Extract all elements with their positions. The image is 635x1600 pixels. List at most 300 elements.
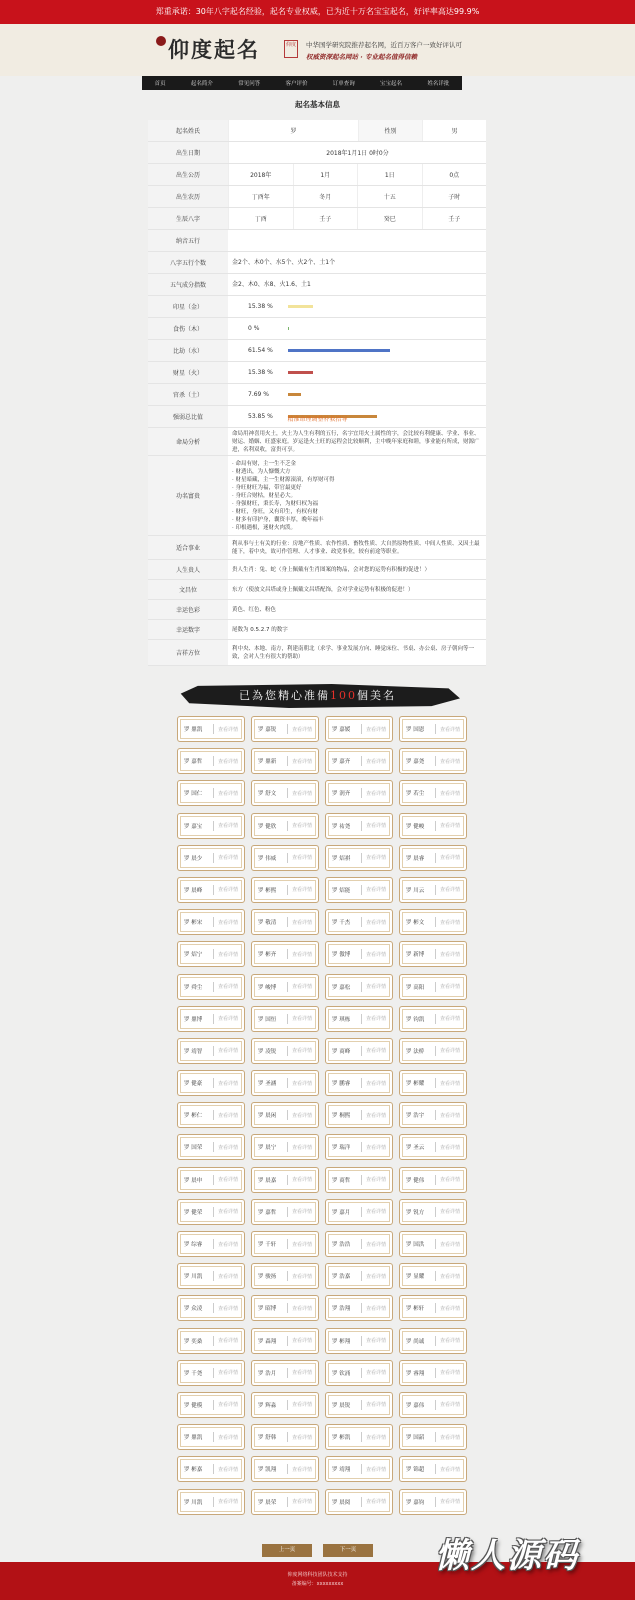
view-detail-link[interactable]: 查看详情 bbox=[366, 1144, 387, 1151]
view-detail-link[interactable]: 查看详情 bbox=[292, 1080, 313, 1087]
row-label: 功名富贵 bbox=[148, 456, 228, 535]
name-card[interactable] bbox=[325, 716, 393, 742]
name-card[interactable] bbox=[399, 1167, 467, 1193]
logo-mark-icon bbox=[156, 36, 166, 46]
name-card[interactable] bbox=[177, 1134, 245, 1160]
name-card[interactable] bbox=[251, 1295, 319, 1321]
view-detail-link[interactable]: 查看详情 bbox=[366, 1048, 387, 1055]
view-detail-link[interactable]: 查看详情 bbox=[218, 984, 239, 990]
name-text: 罗 瑞洋 bbox=[332, 1145, 351, 1152]
name-card[interactable] bbox=[251, 748, 319, 774]
name-card[interactable] bbox=[399, 780, 467, 806]
view-detail-link[interactable]: 查看详情 bbox=[218, 1177, 239, 1184]
promise-banner bbox=[0, 0, 635, 24]
name-card[interactable] bbox=[399, 813, 467, 839]
nav-home[interactable]: 首页 bbox=[154, 81, 166, 87]
score-bar bbox=[288, 393, 301, 396]
row-label: 幸运色彩 bbox=[148, 600, 228, 619]
name-card[interactable] bbox=[251, 909, 319, 935]
view-detail-link[interactable]: 查看详情 bbox=[292, 1048, 313, 1055]
view-detail-link[interactable]: 查看详情 bbox=[218, 823, 239, 830]
view-detail-link[interactable]: 查看详情 bbox=[440, 1016, 461, 1023]
view-detail-link[interactable]: 查看详情 bbox=[218, 1499, 239, 1505]
name-card[interactable] bbox=[251, 1102, 319, 1128]
view-detail-link[interactable]: 查看详情 bbox=[218, 855, 239, 862]
name-card[interactable] bbox=[251, 1328, 319, 1354]
name-card[interactable] bbox=[325, 1328, 393, 1354]
score-percent: 15.38 % bbox=[248, 303, 273, 310]
view-detail-link[interactable]: 查看详情 bbox=[440, 855, 461, 862]
name-text: 罗 鼎新 bbox=[258, 759, 277, 766]
view-detail-link[interactable]: 查看详情 bbox=[440, 984, 461, 990]
view-detail-link[interactable]: 查看详情 bbox=[440, 1177, 461, 1184]
name-text: 罗 圣云 bbox=[406, 1145, 425, 1152]
name-card[interactable] bbox=[177, 974, 245, 1000]
name-card[interactable] bbox=[177, 1392, 245, 1418]
view-detail-link[interactable]: 查看详情 bbox=[366, 951, 387, 958]
name-card[interactable] bbox=[399, 1392, 467, 1418]
page-title: 起名基本信息 bbox=[295, 100, 340, 109]
view-detail-link[interactable]: 查看详情 bbox=[366, 887, 387, 894]
name-card[interactable] bbox=[399, 877, 467, 903]
view-detail-link[interactable]: 查看详情 bbox=[292, 1241, 313, 1248]
table-cell: 癸巳 bbox=[357, 208, 422, 229]
view-detail-link[interactable]: 查看详情 bbox=[366, 1016, 387, 1023]
view-detail-link[interactable]: 查看详情 bbox=[292, 1273, 313, 1280]
name-card[interactable] bbox=[325, 1360, 393, 1386]
view-detail-link[interactable]: 查看详情 bbox=[440, 951, 461, 958]
view-detail-link[interactable]: 查看详情 bbox=[218, 1305, 239, 1312]
name-text: 罗 鼎博 bbox=[184, 1016, 203, 1023]
table-row bbox=[148, 120, 486, 142]
row-label: 五气成分指数 bbox=[148, 274, 228, 295]
view-detail-link[interactable]: 查看详情 bbox=[366, 1273, 387, 1280]
name-card[interactable] bbox=[251, 974, 319, 1000]
view-detail-link[interactable]: 查看详情 bbox=[218, 1112, 239, 1119]
table-row bbox=[148, 600, 486, 620]
name-card[interactable] bbox=[399, 1070, 467, 1096]
name-text: 罗 晨阅 bbox=[332, 1499, 351, 1506]
name-card[interactable] bbox=[325, 941, 393, 967]
name-card[interactable] bbox=[177, 748, 245, 774]
nav-faq[interactable]: 常见问答 bbox=[238, 81, 261, 87]
name-text: 罗 锦超 bbox=[406, 1467, 425, 1474]
view-detail-link[interactable]: 查看详情 bbox=[366, 1241, 387, 1248]
name-card[interactable] bbox=[177, 1102, 245, 1128]
name-card[interactable] bbox=[177, 1489, 245, 1515]
fugui-item: · 财星暗藏，主一生财源滚滚，有厚财可得 bbox=[232, 476, 335, 483]
advice-caption: 精准命理调整补救指导 bbox=[287, 416, 348, 423]
table-row bbox=[148, 536, 486, 560]
view-detail-link[interactable]: 查看详情 bbox=[366, 1466, 387, 1473]
view-detail-link[interactable]: 查看详情 bbox=[366, 1338, 387, 1345]
promise-text: 郑重承诺：30年八字起名经验，起名专业权威，已为近十万名宝宝起名，好评率高达99.9% bbox=[155, 7, 480, 16]
name-card[interactable] bbox=[399, 974, 467, 1000]
name-card[interactable] bbox=[325, 974, 393, 1000]
view-detail-link[interactable]: 查看详情 bbox=[440, 1305, 461, 1312]
name-text: 罗 嘉锐 bbox=[258, 727, 277, 733]
next-page-button[interactable]: 下一页 bbox=[323, 1544, 373, 1557]
name-text: 罗 晨荣 bbox=[258, 1499, 277, 1506]
name-card[interactable] bbox=[177, 813, 245, 839]
view-detail-link[interactable]: 查看详情 bbox=[366, 1209, 387, 1216]
name-text: 罗 晨嘉 bbox=[258, 1177, 277, 1184]
fugui-list bbox=[228, 458, 486, 534]
view-detail-link[interactable]: 查看详情 bbox=[440, 726, 461, 733]
name-text: 罗 鼎凯 bbox=[184, 727, 203, 733]
name-card[interactable] bbox=[325, 877, 393, 903]
name-card[interactable] bbox=[399, 941, 467, 967]
name-text: 罗 嘉松 bbox=[332, 984, 351, 991]
name-card[interactable] bbox=[399, 1456, 467, 1482]
name-card[interactable] bbox=[399, 1102, 467, 1128]
view-detail-link[interactable]: 查看详情 bbox=[292, 758, 313, 765]
view-detail-link[interactable]: 查看详情 bbox=[292, 1370, 313, 1377]
view-detail-link[interactable]: 查看详情 bbox=[440, 1209, 461, 1216]
site-logo[interactable]: 仰度起名 bbox=[168, 37, 260, 62]
table-cell: 2018年 bbox=[228, 164, 293, 185]
name-text: 罗 钧凯 bbox=[406, 1016, 425, 1023]
name-text: 罗 浩翔 bbox=[332, 1306, 351, 1313]
view-detail-link[interactable]: 查看详情 bbox=[218, 1273, 239, 1280]
lucky-color: 黄色、红色、粉色 bbox=[232, 606, 277, 613]
name-text: 罗 嘉媛 bbox=[332, 727, 351, 733]
view-detail-link[interactable]: 查看详情 bbox=[440, 1370, 461, 1377]
view-detail-link[interactable]: 查看详情 bbox=[366, 1499, 387, 1505]
surname-value: 罗 bbox=[228, 120, 358, 141]
view-detail-link[interactable]: 查看详情 bbox=[366, 1434, 387, 1441]
name-card[interactable] bbox=[325, 1070, 393, 1096]
view-detail-link[interactable]: 查看详情 bbox=[292, 1402, 313, 1409]
view-detail-link[interactable]: 查看详情 bbox=[440, 758, 461, 765]
view-detail-link[interactable]: 查看详情 bbox=[440, 919, 461, 926]
name-card[interactable] bbox=[177, 1328, 245, 1354]
view-detail-link[interactable]: 查看详情 bbox=[218, 1402, 239, 1409]
name-card[interactable] bbox=[325, 780, 393, 806]
nav-baby-naming[interactable]: 宝宝起名 bbox=[380, 81, 403, 87]
table-row bbox=[148, 230, 486, 252]
view-detail-link[interactable]: 查看详情 bbox=[440, 1434, 461, 1441]
name-card[interactable] bbox=[325, 1392, 393, 1418]
score-bar-track bbox=[288, 384, 486, 405]
name-card[interactable] bbox=[325, 1167, 393, 1193]
name-card[interactable] bbox=[399, 1006, 467, 1032]
name-text: 罗 傲博 bbox=[332, 952, 351, 959]
guiren-text: 贵人生肖：兔、蛇（身上佩戴有生肖图案的物品，会对您的运势有积极的促进！） bbox=[232, 566, 431, 573]
view-detail-link[interactable]: 查看详情 bbox=[440, 1499, 461, 1505]
table-cell: 0点 bbox=[422, 164, 487, 185]
name-card[interactable] bbox=[399, 1263, 467, 1289]
name-card[interactable] bbox=[325, 1231, 393, 1257]
gender-value: 男 bbox=[422, 120, 486, 141]
nav-name-analysis[interactable]: 姓名详批 bbox=[427, 81, 450, 87]
view-detail-link[interactable]: 查看详情 bbox=[218, 951, 239, 958]
view-detail-link[interactable]: 查看详情 bbox=[218, 1144, 239, 1151]
name-card[interactable] bbox=[251, 1392, 319, 1418]
name-text: 罗 鼎凯 bbox=[184, 1435, 203, 1442]
view-detail-link[interactable]: 查看详情 bbox=[292, 951, 313, 958]
table-row bbox=[148, 252, 486, 274]
name-card[interactable] bbox=[325, 845, 393, 871]
name-card[interactable] bbox=[325, 748, 393, 774]
career-text: 利从事与土有关的行业：房地产性质、农作性质、畜牧性质、大自然原物性质、中间人性质、又因土最能下，着中央，故可作管理、人才事业、政党事业，较有前途等职业。 bbox=[232, 540, 480, 555]
name-card[interactable] bbox=[251, 1070, 319, 1096]
name-card[interactable] bbox=[325, 1006, 393, 1032]
name-text: 罗 彬耀 bbox=[406, 1081, 425, 1088]
nav-orders[interactable]: 订单查询 bbox=[332, 81, 355, 87]
name-text: 罗 国仁 bbox=[184, 791, 203, 798]
name-card[interactable] bbox=[325, 909, 393, 935]
view-detail-link[interactable]: 查看详情 bbox=[292, 726, 313, 733]
view-detail-link[interactable]: 查看详情 bbox=[366, 726, 387, 733]
view-detail-link[interactable]: 查看详情 bbox=[292, 790, 313, 797]
score-row bbox=[148, 362, 486, 384]
name-text: 罗 琪栋 bbox=[332, 1016, 351, 1023]
score-percent: 15.38 % bbox=[248, 369, 273, 376]
view-detail-link[interactable]: 查看详情 bbox=[292, 1499, 313, 1505]
name-card[interactable] bbox=[399, 716, 467, 742]
view-detail-link[interactable]: 查看详情 bbox=[440, 823, 461, 830]
view-detail-link[interactable]: 查看详情 bbox=[366, 919, 387, 926]
view-detail-link[interactable]: 查看详情 bbox=[218, 887, 239, 894]
table-row bbox=[148, 142, 486, 164]
name-card[interactable] bbox=[251, 1167, 319, 1193]
view-detail-link[interactable]: 查看详情 bbox=[366, 790, 387, 797]
view-detail-link[interactable]: 查看详情 bbox=[218, 919, 239, 926]
banner-count: 100 bbox=[330, 689, 357, 702]
table-cell: 十五 bbox=[357, 186, 422, 207]
name-text: 罗 伟威 bbox=[258, 855, 277, 862]
name-text: 罗 炤祺 bbox=[332, 855, 351, 862]
name-text: 罗 舒韩 bbox=[258, 1435, 277, 1442]
name-card[interactable] bbox=[399, 748, 467, 774]
row-label: 比劫（水） bbox=[148, 340, 228, 361]
name-card[interactable] bbox=[325, 1263, 393, 1289]
wuxing-count: 金2个、木0个、水5个、火2个、土1个 bbox=[232, 258, 336, 266]
view-detail-link[interactable]: 查看详情 bbox=[440, 1466, 461, 1473]
name-card[interactable] bbox=[251, 1006, 319, 1032]
view-detail-link[interactable]: 查看详情 bbox=[440, 1402, 461, 1409]
view-detail-link[interactable]: 查看详情 bbox=[366, 984, 387, 990]
name-text: 罗 嘉尧 bbox=[406, 759, 425, 766]
name-card[interactable] bbox=[325, 1295, 393, 1321]
name-card[interactable] bbox=[399, 1231, 467, 1257]
view-detail-link[interactable]: 查看详情 bbox=[366, 1305, 387, 1312]
view-detail-link[interactable]: 查看详情 bbox=[292, 1177, 313, 1184]
name-card[interactable] bbox=[177, 1006, 245, 1032]
row-label: 出生公历 bbox=[148, 164, 228, 185]
row-label: 性别 bbox=[358, 120, 422, 141]
view-detail-link[interactable]: 查看详情 bbox=[292, 1338, 313, 1345]
view-detail-link[interactable]: 查看详情 bbox=[440, 1273, 461, 1280]
banner-text bbox=[175, 687, 460, 703]
name-card[interactable] bbox=[399, 1199, 467, 1225]
name-card[interactable] bbox=[251, 1231, 319, 1257]
view-detail-link[interactable]: 查看详情 bbox=[292, 823, 313, 830]
view-detail-link[interactable]: 查看详情 bbox=[218, 1434, 239, 1441]
name-card[interactable] bbox=[177, 1263, 245, 1289]
view-detail-link[interactable]: 查看详情 bbox=[218, 758, 239, 765]
view-detail-link[interactable]: 查看详情 bbox=[292, 1144, 313, 1151]
name-card[interactable] bbox=[251, 845, 319, 871]
name-card[interactable] bbox=[177, 1070, 245, 1096]
name-card[interactable] bbox=[177, 1295, 245, 1321]
view-detail-link[interactable]: 查看详情 bbox=[292, 887, 313, 894]
name-card[interactable] bbox=[325, 1489, 393, 1515]
view-detail-link[interactable]: 查看详情 bbox=[366, 1177, 387, 1184]
wuxing-score: 金2、木0、水8、火1.6、土1 bbox=[232, 280, 311, 288]
view-detail-link[interactable]: 查看详情 bbox=[440, 1338, 461, 1345]
header-slogan: 中华国学研究院推荐起名网，近百万客户一致好评认可 bbox=[306, 41, 462, 49]
name-text: 罗 晨少 bbox=[184, 855, 203, 862]
name-card[interactable] bbox=[177, 716, 245, 742]
name-text: 罗 国恒 bbox=[258, 1016, 277, 1023]
view-detail-link[interactable]: 查看详情 bbox=[218, 790, 239, 797]
name-card[interactable] bbox=[325, 813, 393, 839]
view-detail-link[interactable]: 查看详情 bbox=[218, 1466, 239, 1473]
view-detail-link[interactable]: 查看详情 bbox=[218, 1209, 239, 1216]
view-detail-link[interactable]: 查看详情 bbox=[366, 758, 387, 765]
name-card[interactable] bbox=[177, 909, 245, 935]
name-card[interactable] bbox=[251, 1360, 319, 1386]
view-detail-link[interactable]: 查看详情 bbox=[292, 1305, 313, 1312]
view-detail-link[interactable]: 查看详情 bbox=[366, 1370, 387, 1377]
name-text: 罗 嘉钧 bbox=[406, 1499, 425, 1506]
name-card[interactable] bbox=[251, 1489, 319, 1515]
view-detail-link[interactable]: 查看详情 bbox=[292, 1016, 313, 1023]
view-detail-link[interactable]: 查看详情 bbox=[366, 855, 387, 862]
view-detail-link[interactable]: 查看详情 bbox=[440, 1144, 461, 1151]
name-card[interactable] bbox=[251, 1263, 319, 1289]
name-text: 罗 舜尘 bbox=[184, 984, 203, 991]
name-card[interactable] bbox=[399, 1134, 467, 1160]
name-text: 罗 祐尧 bbox=[332, 823, 351, 830]
view-detail-link[interactable]: 查看详情 bbox=[218, 1370, 239, 1377]
name-card[interactable] bbox=[251, 941, 319, 967]
name-card[interactable] bbox=[177, 1167, 245, 1193]
name-card[interactable] bbox=[177, 1360, 245, 1386]
name-card[interactable] bbox=[251, 1134, 319, 1160]
name-text: 罗 昭博 bbox=[258, 1306, 277, 1313]
view-detail-link[interactable]: 查看详情 bbox=[218, 726, 239, 733]
view-detail-link[interactable]: 查看详情 bbox=[292, 855, 313, 862]
name-card[interactable] bbox=[325, 1424, 393, 1450]
name-text: 罗 国荣 bbox=[184, 1145, 203, 1152]
name-text: 罗 法桥 bbox=[406, 1048, 425, 1055]
name-text: 罗 晨申 bbox=[184, 1177, 203, 1184]
name-card[interactable] bbox=[325, 1199, 393, 1225]
name-card[interactable] bbox=[177, 1424, 245, 1450]
name-card[interactable] bbox=[399, 1295, 467, 1321]
name-card[interactable] bbox=[177, 780, 245, 806]
view-detail-link[interactable]: 查看详情 bbox=[366, 1402, 387, 1409]
name-card[interactable] bbox=[325, 1038, 393, 1064]
nav-intro[interactable]: 起名简介 bbox=[190, 81, 213, 87]
score-row bbox=[148, 296, 486, 318]
name-card[interactable] bbox=[399, 1328, 467, 1354]
name-card[interactable] bbox=[177, 1231, 245, 1257]
name-card[interactable] bbox=[251, 877, 319, 903]
name-card[interactable] bbox=[399, 909, 467, 935]
name-text: 罗 润齐 bbox=[332, 791, 351, 798]
name-card[interactable] bbox=[251, 813, 319, 839]
view-detail-link[interactable]: 查看详情 bbox=[218, 1241, 239, 1248]
name-text: 罗 钦涌 bbox=[332, 1370, 351, 1377]
view-detail-link[interactable]: 查看详情 bbox=[440, 790, 461, 797]
view-detail-link[interactable]: 查看详情 bbox=[366, 823, 387, 830]
name-card[interactable] bbox=[177, 941, 245, 967]
name-card[interactable] bbox=[177, 877, 245, 903]
view-detail-link[interactable]: 查看详情 bbox=[218, 1016, 239, 1023]
birth-value: 2018年1月1日 0时0分 bbox=[228, 142, 486, 163]
view-detail-link[interactable]: 查看详情 bbox=[440, 1080, 461, 1087]
seal-stamp: 仰度 bbox=[284, 40, 298, 58]
name-card[interactable] bbox=[251, 716, 319, 742]
prev-page-button[interactable]: 上一页 bbox=[262, 1544, 312, 1557]
info-table bbox=[148, 120, 486, 666]
name-card[interactable] bbox=[399, 1489, 467, 1515]
view-detail-link[interactable]: 查看详情 bbox=[440, 1048, 461, 1055]
row-label: 吉祥方位 bbox=[148, 640, 228, 665]
score-bar-track bbox=[288, 318, 486, 339]
name-card[interactable] bbox=[251, 780, 319, 806]
view-detail-link[interactable]: 查看详情 bbox=[292, 1434, 313, 1441]
nav-reviews[interactable]: 客户评价 bbox=[285, 81, 308, 87]
banner-pre: 已為您精心准備 bbox=[239, 689, 330, 702]
view-detail-link[interactable]: 查看详情 bbox=[292, 984, 313, 990]
name-card[interactable] bbox=[399, 1424, 467, 1450]
name-card[interactable] bbox=[325, 1134, 393, 1160]
view-detail-link[interactable]: 查看详情 bbox=[218, 1338, 239, 1345]
table-cell: 壬子 bbox=[422, 208, 487, 229]
name-card[interactable] bbox=[325, 1102, 393, 1128]
view-detail-link[interactable]: 查看详情 bbox=[440, 1112, 461, 1119]
name-text: 罗 健荣 bbox=[184, 1209, 203, 1216]
name-card[interactable] bbox=[251, 1456, 319, 1482]
name-card[interactable] bbox=[399, 845, 467, 871]
name-text: 罗 凯翔 bbox=[258, 1467, 277, 1474]
name-card[interactable] bbox=[251, 1038, 319, 1064]
view-detail-link[interactable]: 查看详情 bbox=[366, 1112, 387, 1119]
name-card[interactable] bbox=[399, 1360, 467, 1386]
name-card[interactable] bbox=[325, 1456, 393, 1482]
name-text: 罗 靖翔 bbox=[332, 1467, 351, 1474]
view-detail-link[interactable]: 查看详情 bbox=[292, 1466, 313, 1473]
name-card[interactable] bbox=[399, 1038, 467, 1064]
view-detail-link[interactable]: 查看详情 bbox=[218, 1048, 239, 1055]
view-detail-link[interactable]: 查看详情 bbox=[440, 1241, 461, 1248]
view-detail-link[interactable]: 查看详情 bbox=[218, 1080, 239, 1087]
name-text: 罗 桐熙 bbox=[332, 1113, 351, 1120]
row-label: 官杀（土） bbox=[148, 384, 228, 405]
name-card[interactable] bbox=[177, 1199, 245, 1225]
table-row bbox=[148, 580, 486, 600]
view-detail-link[interactable]: 查看详情 bbox=[292, 919, 313, 926]
view-detail-link[interactable]: 查看详情 bbox=[440, 887, 461, 894]
name-card[interactable] bbox=[177, 845, 245, 871]
view-detail-link[interactable]: 查看详情 bbox=[292, 1209, 313, 1216]
name-text: 罗 川云 bbox=[406, 887, 425, 894]
row-label: 财星（火） bbox=[148, 362, 228, 383]
view-detail-link[interactable]: 查看详情 bbox=[366, 1080, 387, 1087]
score-percent: 0 % bbox=[248, 325, 260, 332]
name-card[interactable] bbox=[251, 1424, 319, 1450]
view-detail-link[interactable]: 查看详情 bbox=[292, 1112, 313, 1119]
name-card[interactable] bbox=[177, 1038, 245, 1064]
name-card[interactable] bbox=[177, 1456, 245, 1482]
name-card[interactable] bbox=[251, 1199, 319, 1225]
name-text: 罗 晨锐 bbox=[332, 1402, 351, 1409]
